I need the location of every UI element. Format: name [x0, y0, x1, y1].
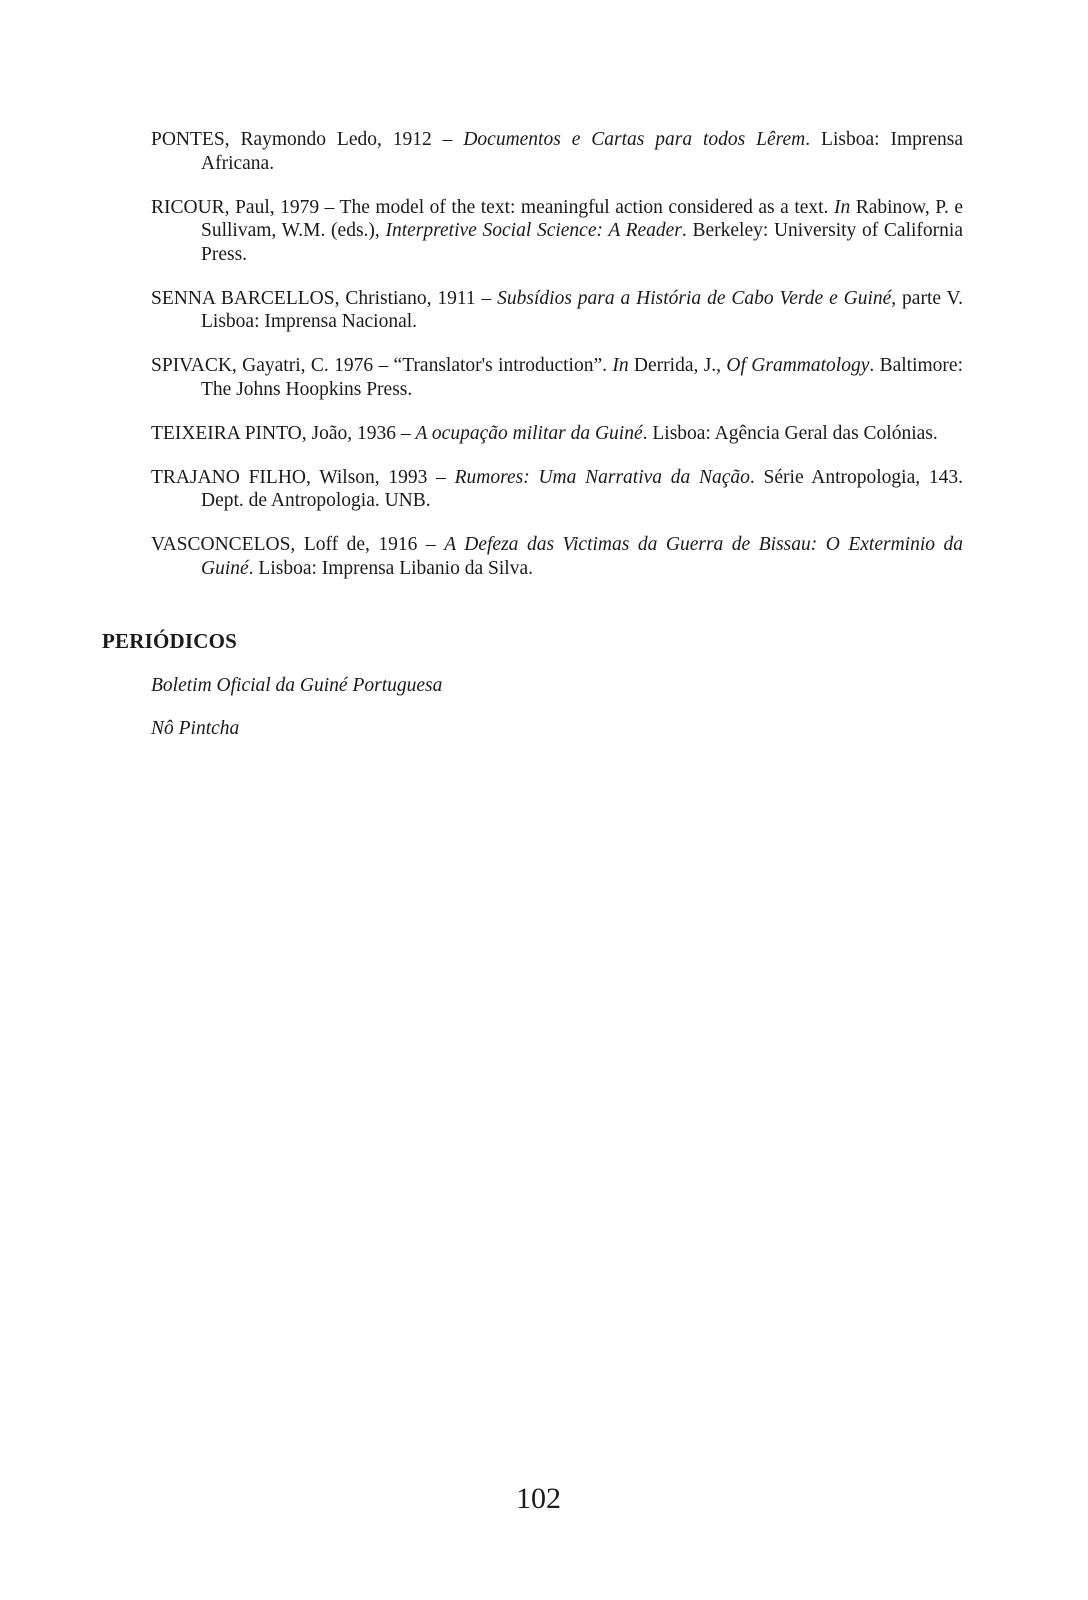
reference-tail: . Lisboa: Agência Geral das Colónias.	[642, 422, 938, 444]
reference-tail-end: . Baltimore: The Johns Hoopkins Press.	[201, 355, 963, 400]
reference-title: Subsídios para a História de Cabo Verde e Guiné	[497, 287, 892, 309]
reference-entry	[151, 128, 963, 175]
reference-tail-title: Of Grammatology	[726, 355, 870, 376]
reference-entry	[151, 196, 963, 267]
reference-entry	[151, 287, 963, 334]
reference-title: In	[612, 355, 629, 376]
reference-lead: SENNA BARCELLOS, Christiano, 1911 –	[151, 287, 498, 309]
reference-tail: . Lisboa: Imprensa Africana.	[201, 129, 964, 174]
reference-title: A Defeza das Victimas da Guerra de Bissau: O Exterminio da Guiné	[201, 534, 963, 579]
reference-title: Documentos e Cartas para todos Lêrem	[463, 129, 806, 150]
reference-title: Rumores: Uma Narrativa da Nação	[454, 466, 750, 488]
reference-tail: . Série Antropologia, 143. Dept. de Antropologia. UNB.	[201, 466, 963, 511]
section-heading: PERIÓDICOS	[102, 629, 238, 653]
reference-tail-end: . Berkeley: University of California Press.	[201, 220, 963, 265]
reference-tail: Derrida, J.,	[628, 355, 727, 376]
reference-list	[151, 128, 963, 601]
periodical-item: Nô Pintcha	[151, 718, 240, 739]
reference-entry	[151, 466, 963, 513]
reference-lead: TEIXEIRA PINTO, João, 1936 –	[151, 422, 416, 444]
reference-lead: VASCONCELOS, Loff de, 1916 –	[151, 534, 445, 555]
reference-entry	[151, 354, 963, 401]
reference-tail: , parte V. Lisboa: Imprensa Nacional.	[201, 287, 963, 332]
reference-lead: PONTES, Raymondo Ledo, 1912 –	[151, 129, 464, 150]
periodical-item: Boletim Oficial da Guiné Portuguesa	[151, 675, 443, 696]
reference-tail-title: Interpretive Social Science: A Reader	[385, 220, 682, 241]
reference-entry	[151, 422, 963, 446]
reference-lead: TRAJANO FILHO, Wilson, 1993 –	[151, 466, 455, 488]
reference-entry	[151, 533, 963, 580]
reference-tail: . Lisboa: Imprensa Libanio da Silva.	[248, 557, 533, 579]
reference-lead: SPIVACK, Gayatri, C. 1976 – “Translator's introduction”.	[151, 355, 613, 376]
reference-lead: RICOUR, Paul, 1979 – The model of the text: meaningful action considered as a text.	[151, 196, 834, 218]
page-number: 102	[516, 1482, 561, 1515]
reference-title: A ocupação militar da Guiné	[415, 422, 643, 444]
reference-title: In	[833, 196, 851, 218]
reference-tail: Rabinow, P. e Sullivam, W.M. (eds.),	[201, 196, 963, 241]
